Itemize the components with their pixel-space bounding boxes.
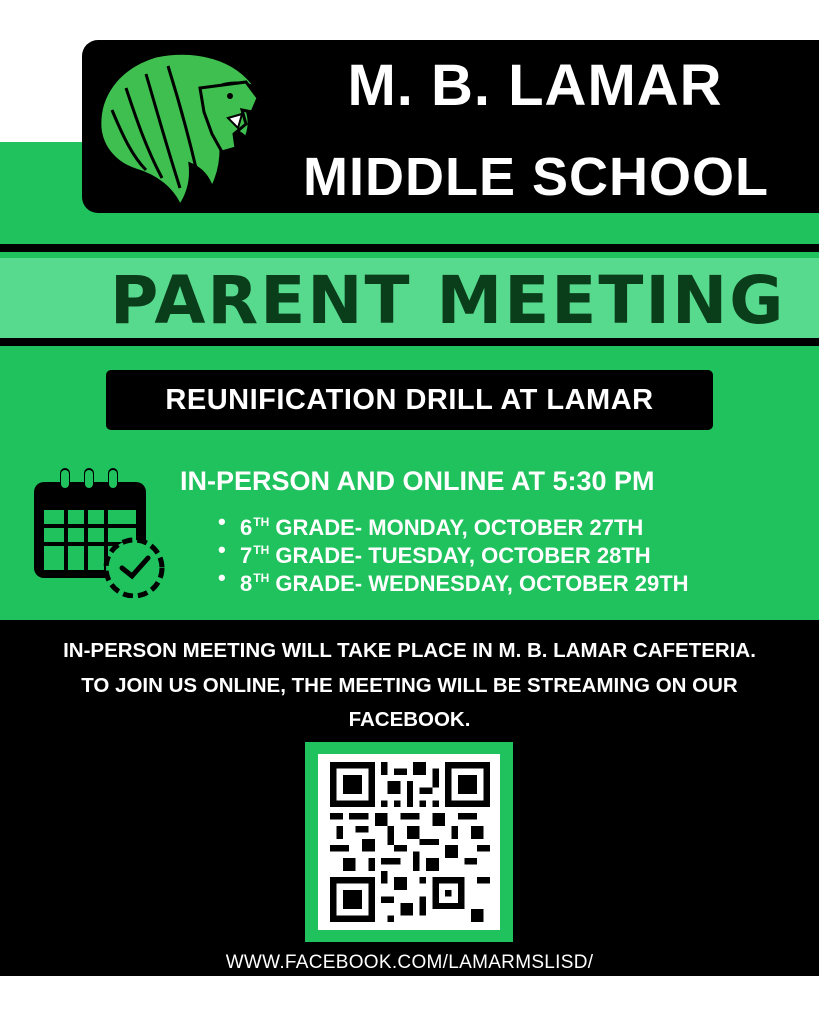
meeting-info	[0, 634, 819, 738]
list-item: • 8TH GRADE- WEDNESDAY, OCTOBER 29TH	[218, 565, 689, 596]
lion-head-icon	[96, 48, 266, 210]
meeting-title: PARENT MEETING	[110, 262, 786, 339]
qr-code-icon[interactable]	[330, 762, 490, 922]
list-item: • 6TH GRADE- MONDAY, OCTOBER 27TH	[218, 509, 644, 540]
meeting-time: IN-PERSON AND ONLINE AT 5:30 PM	[180, 466, 655, 496]
school-name-line2: MIDDLE SCHOOL	[303, 147, 769, 207]
list-item: • 7TH GRADE- TUESDAY, OCTOBER 28TH	[218, 537, 651, 568]
info-line-1: IN-PERSON MEETING WILL TAKE PLACE IN M. B. LAMAR CAFETERIA.	[63, 639, 756, 662]
divider-bottom	[0, 338, 819, 346]
drill-subtitle: REUNIFICATION DRILL AT LAMAR	[106, 370, 713, 430]
calendar-clock-icon	[30, 466, 168, 598]
school-name-line1: M. B. LAMAR	[347, 53, 723, 118]
facebook-url[interactable]: WWW.FACEBOOK.COM/LAMARMSLISD/	[225, 952, 594, 973]
divider-top	[0, 244, 819, 252]
info-line-2: TO JOIN US ONLINE, THE MEETING WILL BE STREAMING ON OUR	[81, 673, 738, 697]
info-line-3: FACEBOOK.	[348, 708, 471, 731]
grade-schedule-list	[218, 508, 689, 596]
